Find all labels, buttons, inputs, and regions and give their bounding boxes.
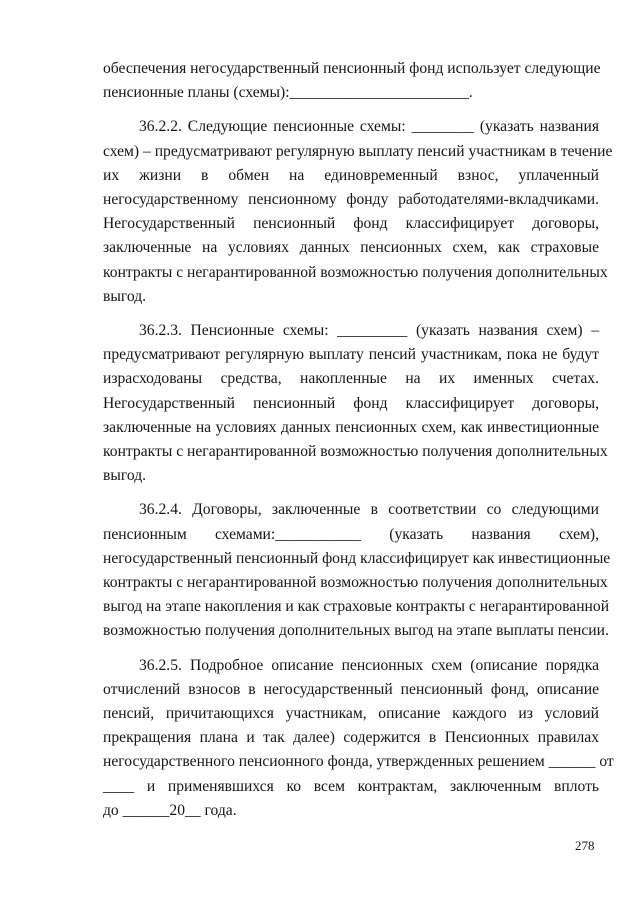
text-line: до ______20__ года.: [103, 801, 237, 819]
text-line: пенсионным схемами:___________ (указать названия схем),: [103, 525, 599, 543]
text-line: обеспечения негосударственный пенсионный фонд использует следующие: [103, 60, 601, 77]
text-line: 36.2.3. Пенсионные схемы: _________ (указать названия схем) –: [139, 322, 599, 340]
text-line: их жизни в обмен на единовременный взнос, уплаченный: [103, 166, 599, 184]
text-line: негосударственного пенсионного фонда, утвержденных решением ______ от: [103, 753, 614, 771]
text-line: заключенные на условиях данных пенсионных схем, как инвестиционные: [103, 418, 599, 436]
text-line: выгод.: [103, 287, 147, 305]
text-line: пенсионные планы (схемы):_______________________.: [103, 84, 473, 102]
paragraph-36-2-4: [103, 498, 611, 643]
text-line: отчислений взносов в негосударственный пенсионный фонд, описание: [103, 680, 599, 698]
paragraph-36-2-5: [103, 654, 614, 823]
text-line: пенсий, причитающихся участникам, описание каждого из условий: [103, 705, 599, 723]
text-line: выгод.: [103, 467, 147, 485]
text-line: ____ и применявшихся ко всем контрактам, заключенным вплоть: [103, 777, 599, 795]
text-line: контракты с негарантированной возможностью получения дополнительных: [103, 263, 608, 281]
text-line: негосударственный пенсионный фонд классифицирует как инвестиционные: [103, 549, 611, 567]
text-line: Негосударственный пенсионный фонд классифицирует договоры,: [103, 215, 599, 233]
page-number: 278: [575, 838, 595, 853]
text-line: схем) – предусматривают регулярную выплату пенсий участникам в течение: [103, 142, 613, 160]
text-line: выгод на этапе накопления и как страховые контракты с негарантированной: [103, 598, 610, 616]
text-line: 36.2.5. Подробное описание пенсионных схем (описание порядка: [139, 656, 599, 674]
text-line: контракты с негарантированной возможностью получения дополнительных: [103, 574, 608, 592]
document-body: [103, 57, 614, 825]
paragraph-36-2-2: [103, 115, 613, 309]
paragraph-intro: [103, 57, 599, 105]
text-line: контракты с негарантированной возможностью получения дополнительных: [103, 443, 608, 461]
text-line: Негосударственный пенсионный фонд классифицирует договоры,: [103, 394, 599, 412]
paragraph-36-2-3: [103, 319, 608, 488]
text-line: израсходованы средства, накопленные на их именных счетах.: [103, 370, 599, 388]
text-line: возможностью получения дополнительных выгод на этапе выплаты пенсии.: [103, 622, 609, 640]
text-line: заключенные на условиях данных пенсионных схем, как страховые: [103, 239, 599, 257]
text-line: негосударственному пенсионному фонду работодателями-вкладчиками.: [103, 191, 599, 209]
text-line: 36.2.4. Договоры, заключенные в соответствии со следующими: [139, 501, 599, 519]
text-line: предусматривают регулярную выплату пенсий участникам, пока не будут: [103, 346, 599, 364]
text-line: прекращения плана и так далее) содержится в Пенсионных правилах: [103, 729, 599, 747]
text-line: 36.2.2. Следующие пенсионные схемы: ________ (указать названия: [139, 118, 599, 136]
